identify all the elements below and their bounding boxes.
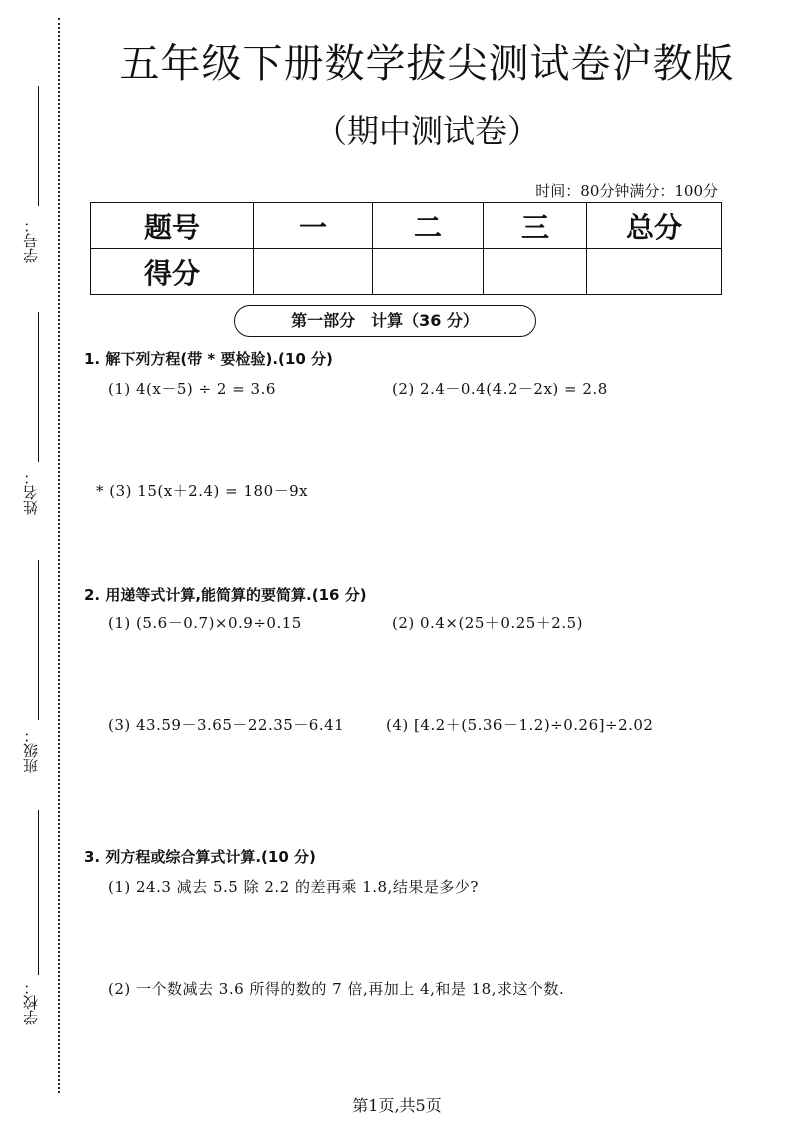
page-title: 五年级下册数学拔尖测试卷沪教版 bbox=[119, 41, 735, 87]
score-cell bbox=[373, 249, 484, 295]
page-footer: 第1页,共5页 bbox=[352, 1096, 442, 1115]
q1-item: (2) 2.4－0.4(4.2－2x) = 2.8 bbox=[392, 380, 608, 398]
part1-title: 第一部分 计算（36 分） bbox=[234, 305, 536, 337]
score-cell: 三 bbox=[484, 203, 587, 249]
q2-item: (4) [4.2＋(5.36－1.2)÷0.26]÷2.02 bbox=[386, 716, 654, 734]
score-table bbox=[90, 202, 722, 295]
name-underline bbox=[38, 312, 39, 462]
class-underline bbox=[38, 560, 39, 720]
score-table-score-row bbox=[91, 249, 722, 295]
q2-item: (3) 43.59－3.65－22.35－6.41 bbox=[108, 716, 345, 734]
q3-heading: 3. 列方程或综合算式计算.(10 分) bbox=[84, 848, 316, 866]
name-label: 姓名： bbox=[22, 470, 40, 515]
id-underline bbox=[38, 86, 39, 206]
score-table-header-row bbox=[91, 203, 722, 249]
q2-item: (2) 0.4×(25＋0.25＋2.5) bbox=[392, 614, 583, 632]
time-score-info: 时间：80分钟满分：100分 bbox=[535, 182, 718, 200]
score-cell: 题号 bbox=[91, 203, 254, 249]
score-cell: 二 bbox=[373, 203, 484, 249]
school-underline bbox=[38, 810, 39, 975]
score-cell: 得分 bbox=[91, 249, 254, 295]
q2-heading: 2. 用递等式计算,能简算的要简算.(16 分) bbox=[84, 586, 367, 604]
q3-item: (1) 24.3 减去 5.5 除 2.2 的差再乘 1.8,结果是多少? bbox=[108, 878, 479, 896]
q1-item: (1) 4(x－5) ÷ 2 = 3.6 bbox=[108, 380, 276, 398]
page-subtitle: （期中测试卷） bbox=[314, 112, 539, 150]
q1-item: * (3) 15(x＋2.4) = 180－9x bbox=[96, 482, 309, 500]
score-cell bbox=[254, 249, 373, 295]
score-cell: 总分 bbox=[587, 203, 722, 249]
school-label: 学校： bbox=[22, 980, 40, 1025]
score-cell bbox=[484, 249, 587, 295]
q2-item: (1) (5.6－0.7)×0.9÷0.15 bbox=[108, 614, 302, 632]
score-cell: 一 bbox=[254, 203, 373, 249]
student-id-label: 学号： bbox=[22, 218, 40, 263]
score-cell bbox=[587, 249, 722, 295]
q3-item: (2) 一个数减去 3.6 所得的数的 7 倍,再加上 4,和是 18,求这个数. bbox=[108, 980, 565, 998]
q1-heading: 1. 解下列方程(带 * 要检验).(10 分) bbox=[84, 350, 333, 368]
binding-dotted-line bbox=[58, 18, 60, 1093]
class-label: 班级： bbox=[22, 728, 40, 773]
